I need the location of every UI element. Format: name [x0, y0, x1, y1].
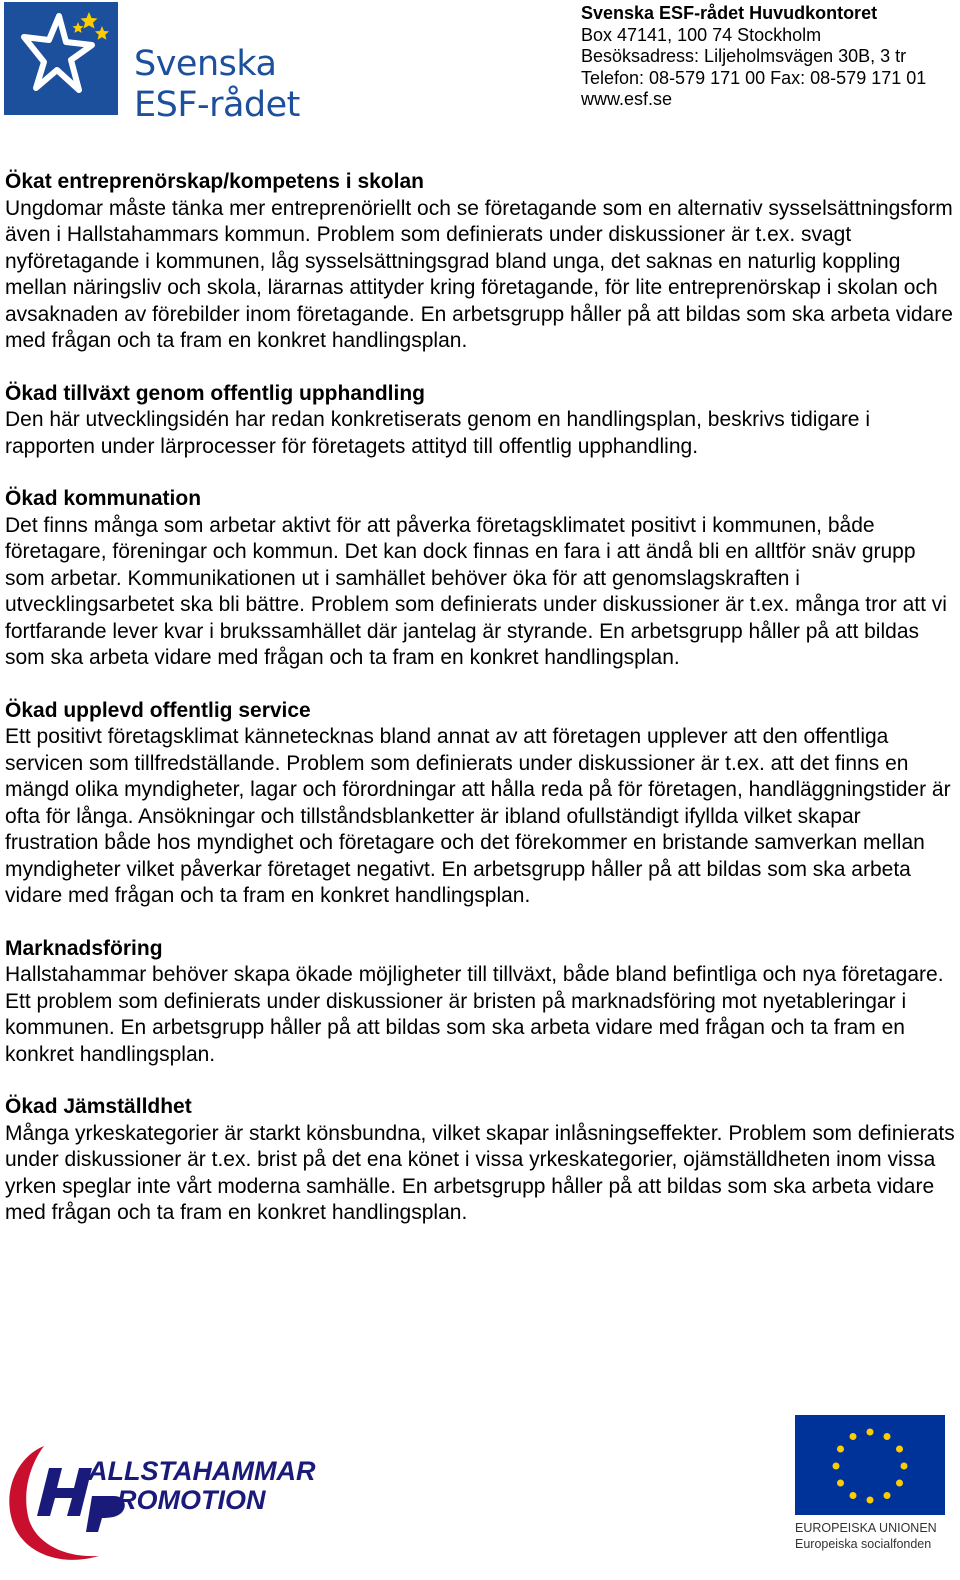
section — [5, 1094, 957, 1227]
hp-logo-line-1: ALLSTAHAMMAR — [88, 1456, 316, 1486]
address-line: Box 47141, 100 74 Stockholm — [581, 24, 822, 45]
section-heading: Ökad upplevd offentlig service — [5, 698, 311, 722]
eu-caption-line-1: EUROPEISKA UNIONEN — [795, 1521, 937, 1535]
section-text: Ett positivt företagsklimat kännetecknas bland annat av att företagen upplever att den offentliga servicen som tillfredställande. Problem som definierats under diskussioner är t.ex. att det finns en mängd olika myndigheter, lagar och förordningar att hålla reda på för företagen, handläggningstider är ofta för långa. Ansökningar och tillståndsblanketter är ibland ofullständigt ifyllda vilket skapar frustration både hos myndighet och företagare och det förekommer en bristande samverkan mellan myndigheter vilket påverkar företaget negativt. En arbetsgrupp håller på att bildas som ska arbeta vidare med frågan och ta fram en konkret handlingsplan. — [5, 725, 951, 907]
eu-caption-line-2: Europeiska socialfonden — [795, 1537, 932, 1551]
esf-logo — [4, 2, 300, 125]
section-text: Många yrkeskategorier är starkt könsbundna, vilket skapar inlåsningseffekter. Problem som definierats under diskussioner är t.ex. brist på det ena könet i vissa yrkeskategorier, ojämställdheten inom vissa yrken speglar inte vårt moderna samhälle. En arbetsgrupp håller på att bildas som ska arbeta vidare med frågan och ta fram en konkret handlingsplan. — [5, 1121, 955, 1224]
section-heading: Ökad tillväxt genom offentlig upphandling — [5, 381, 425, 405]
section-heading: Marknadsföring — [5, 936, 163, 960]
section — [5, 698, 957, 910]
org-name: Svenska ESF-rådet Huvudkontoret — [581, 3, 878, 23]
hp-logo-line-2: ROMOTION — [117, 1485, 266, 1515]
esf-logo-wordmark — [134, 44, 300, 126]
hallstahammar-promotion-logo — [4, 1438, 349, 1566]
section-text: Ungdomar måste tänka mer entreprenöriellt och se företagande som en alternativ sysselsättningsform även i Hallstahammars kommun. Problem som definierats under diskussioner är t.ex. svagt nyföretagande i kommunen, låg sysselsättningsgrad bland unga, det saknas en naturlig koppling mellan näringsliv och skola, lärarnas attityder kring företagande, för lite entreprenörskap i skolan och avsaknaden av förebilder inom företagande. En arbetsgrupp håller på att bildas som ska arbeta vidare med frågan och ta fram en konkret handlingsplan. — [5, 196, 953, 352]
logo-line-1: Svenska — [134, 44, 277, 84]
org-address-block — [581, 3, 926, 111]
eu-flag-icon — [795, 1415, 945, 1515]
section — [5, 381, 957, 461]
section — [5, 486, 957, 672]
section-heading: Ökad kommunation — [5, 487, 202, 510]
website-link[interactable]: www.esf.se — [581, 89, 673, 110]
section — [5, 169, 957, 355]
logo-line-2: ESF-rådet — [134, 85, 300, 125]
section-heading: Ökad Jämställdhet — [5, 1095, 192, 1118]
address-line: Besöksadress: Liljeholmsvägen 30B, 3 tr — [581, 46, 907, 67]
section-heading: Ökat entreprenörskap/kompetens i skolan — [5, 170, 424, 193]
section — [5, 936, 957, 1069]
eu-caption — [795, 1520, 937, 1552]
section-text: Den här utvecklingsidén har redan konkretiserats genom en handlingsplan, beskrivs tidigare i rapporten under lärprocesser för företagets attityd till offentlig upphandling. — [5, 408, 870, 458]
section-text: Det finns många som arbetar aktivt för att påverka företagsklimatet positivt i kommunen, både företagare, föreningar och kommun. Det kan dock finnas en fara i att ändå bli en alltför snäv grupp som arbetar. Kommunikationen ut i samhället behöver öka för att genomslagskraften i utvecklingsarbetet ska bli bättre. Problem som definierats under diskussioner är t.ex. många tror att vi fortfarande lever kvar i brukssamhället där jantelag är styrande. En arbetsgrupp håller på att bildas som ska arbeta vidare med frågan och ta fram en konkret handlingsplan. — [5, 513, 947, 669]
section-text: Hallstahammar behöver skapa ökade möjligheter till tillväxt, både bland befintliga och nya företagare. Ett problem som definierats under diskussioner är bristen på marknadsföring mot nyetableringar i kommunen. En arbetsgrupp håller på att bildas som ska arbeta vidare med frågan och ta fram en konkret handlingsplan. — [5, 963, 944, 1066]
address-line: Telefon: 08-579 171 00 Fax: 08-579 171 01 — [581, 67, 927, 88]
document-body — [5, 169, 957, 1253]
esf-star-icon — [4, 2, 118, 115]
